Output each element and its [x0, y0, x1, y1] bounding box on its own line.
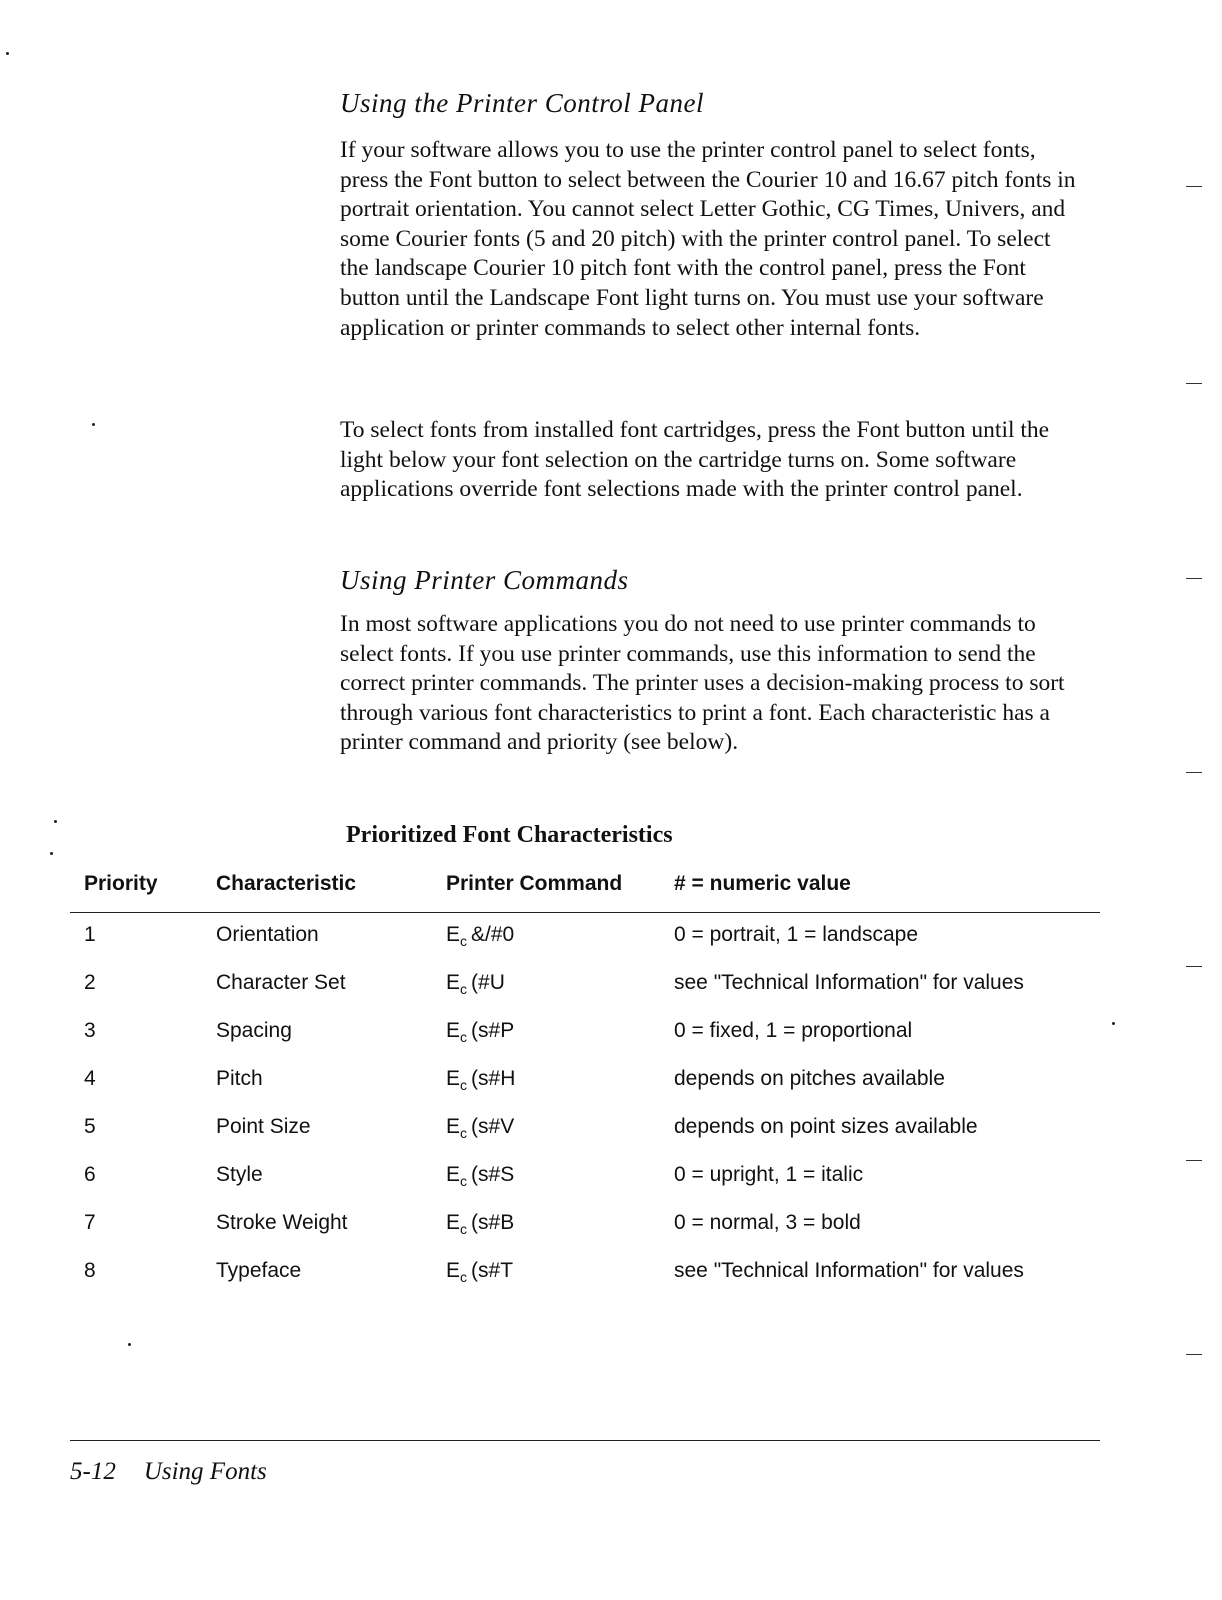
escape-subscript: c	[460, 1029, 468, 1046]
header-value: # = numeric value	[674, 872, 851, 895]
command-cell	[446, 1019, 514, 1045]
value-cell: see "Technical Information" for values	[674, 971, 1024, 994]
command-cell	[446, 1211, 514, 1237]
table-row	[70, 961, 1100, 1009]
priority-cell: 7	[84, 1211, 96, 1234]
margin-tick	[1186, 966, 1202, 967]
table-title: Prioritized Font Characteristics	[346, 822, 673, 848]
command-cell	[446, 1259, 513, 1285]
header-characteristic: Characteristic	[216, 872, 357, 895]
font-characteristics-table	[70, 866, 1100, 1297]
paragraph-control-panel-2: To select fonts from installed font cartridges, press the Font button until the light below your font selection on the cartridge turns on. Some software applications override font selections made with the printer control panel.	[340, 417, 1050, 503]
header-command: Printer Command	[446, 872, 623, 895]
scan-speck	[54, 820, 57, 823]
priority-cell: 6	[84, 1163, 96, 1186]
table-row	[70, 1057, 1100, 1105]
footer-rule	[70, 1440, 1100, 1441]
priority-cell: 5	[84, 1115, 96, 1138]
command-sequence: (s#P	[471, 1019, 515, 1042]
margin-tick	[1186, 578, 1202, 579]
priority-cell: 3	[84, 1019, 96, 1042]
scan-speck	[92, 423, 95, 426]
margin-tick	[1186, 1354, 1202, 1355]
command-sequence: (s#H	[471, 1067, 516, 1090]
margin-tick	[1186, 383, 1202, 384]
header-priority: Priority	[84, 872, 158, 895]
priority-cell: 2	[84, 971, 96, 994]
command-sequence: (#U	[471, 971, 505, 994]
margin-tick	[1186, 772, 1202, 773]
characteristic-cell: Spacing	[216, 1019, 292, 1042]
priority-cell: 8	[84, 1259, 96, 1282]
escape-symbol: E	[446, 971, 461, 994]
characteristic-cell: Stroke Weight	[216, 1211, 348, 1234]
value-cell: 0 = normal, 3 = bold	[674, 1211, 861, 1234]
table-row	[70, 1249, 1100, 1297]
value-cell: depends on point sizes available	[674, 1115, 978, 1138]
margin-tick	[1186, 1160, 1202, 1161]
command-cell	[446, 1115, 514, 1141]
command-sequence: &/#0	[471, 923, 515, 946]
scan-speck	[1112, 1022, 1115, 1025]
command-sequence: (s#B	[471, 1211, 515, 1234]
command-cell	[446, 1163, 514, 1189]
escape-symbol: E	[446, 1259, 461, 1282]
section-heading-printer-commands: Using Printer Commands	[340, 565, 629, 595]
value-cell: depends on pitches available	[674, 1067, 945, 1090]
escape-symbol: E	[446, 1115, 461, 1138]
paragraph-printer-commands: In most software applications you do not need to use printer commands to select fonts. If you use printer commands, use this information to send the correct printer commands. The printer uses a decision-making process to sort through various font characteristics to print a font. Each characteristic has a printer command and priority (see below).	[340, 611, 1065, 756]
scan-speck	[128, 1343, 131, 1346]
value-cell: 0 = portrait, 1 = landscape	[674, 923, 918, 946]
table-header-row	[70, 866, 1100, 913]
priority-cell: 1	[84, 923, 96, 946]
escape-subscript: c	[460, 1221, 468, 1238]
escape-symbol: E	[446, 923, 461, 946]
scan-speck	[6, 52, 9, 55]
escape-subscript: c	[460, 1077, 468, 1094]
command-cell	[446, 923, 514, 949]
section-heading-control-panel: Using the Printer Control Panel	[340, 88, 704, 118]
characteristic-cell: Orientation	[216, 923, 319, 946]
characteristic-cell: Character Set	[216, 971, 346, 994]
value-cell: see "Technical Information" for values	[674, 1259, 1024, 1282]
scan-speck	[50, 852, 53, 855]
table-body	[70, 913, 1100, 1297]
escape-symbol: E	[446, 1211, 461, 1234]
escape-subscript: c	[460, 981, 468, 998]
page-footer	[70, 1458, 267, 1486]
margin-tick	[1186, 186, 1202, 187]
escape-symbol: E	[446, 1067, 461, 1090]
command-sequence: (s#T	[471, 1259, 514, 1282]
command-sequence: (s#V	[471, 1115, 515, 1138]
table-row	[70, 1009, 1100, 1057]
command-sequence: (s#S	[471, 1163, 515, 1186]
page-number: 5-12	[70, 1458, 116, 1485]
table-row	[70, 913, 1100, 961]
characteristic-cell: Typeface	[216, 1259, 302, 1282]
characteristic-cell: Point Size	[216, 1115, 311, 1138]
value-cell: 0 = upright, 1 = italic	[674, 1163, 864, 1186]
command-cell	[446, 1067, 515, 1093]
escape-symbol: E	[446, 1019, 461, 1042]
value-cell: 0 = fixed, 1 = proportional	[674, 1019, 913, 1042]
chapter-title: Using Fonts	[143, 1458, 267, 1485]
escape-subscript: c	[460, 1173, 468, 1190]
table-row	[70, 1201, 1100, 1249]
characteristic-cell: Pitch	[216, 1067, 263, 1090]
command-cell	[446, 971, 505, 997]
characteristic-cell: Style	[216, 1163, 263, 1186]
paragraph-control-panel-1: If your software allows you to use the printer control panel to select fonts, press the Font button to select between the Courier 10 and 16.67 pitch fonts in portrait orientation. You cannot select Letter Gothic, CG Times, Univers, and some Courier fonts (5 and 20 pitch) with the printer control panel. To select the landscape Courier 10 pitch font with the control panel, press the Font button until the Landscape Font light turns on. You must use your software application or printer commands to select other internal fonts.	[340, 137, 1076, 341]
escape-subscript: c	[460, 933, 468, 950]
escape-subscript: c	[460, 1125, 468, 1142]
table-row	[70, 1153, 1100, 1201]
table-row	[70, 1105, 1100, 1153]
escape-subscript: c	[460, 1269, 468, 1286]
escape-symbol: E	[446, 1163, 461, 1186]
priority-cell: 4	[84, 1067, 96, 1090]
